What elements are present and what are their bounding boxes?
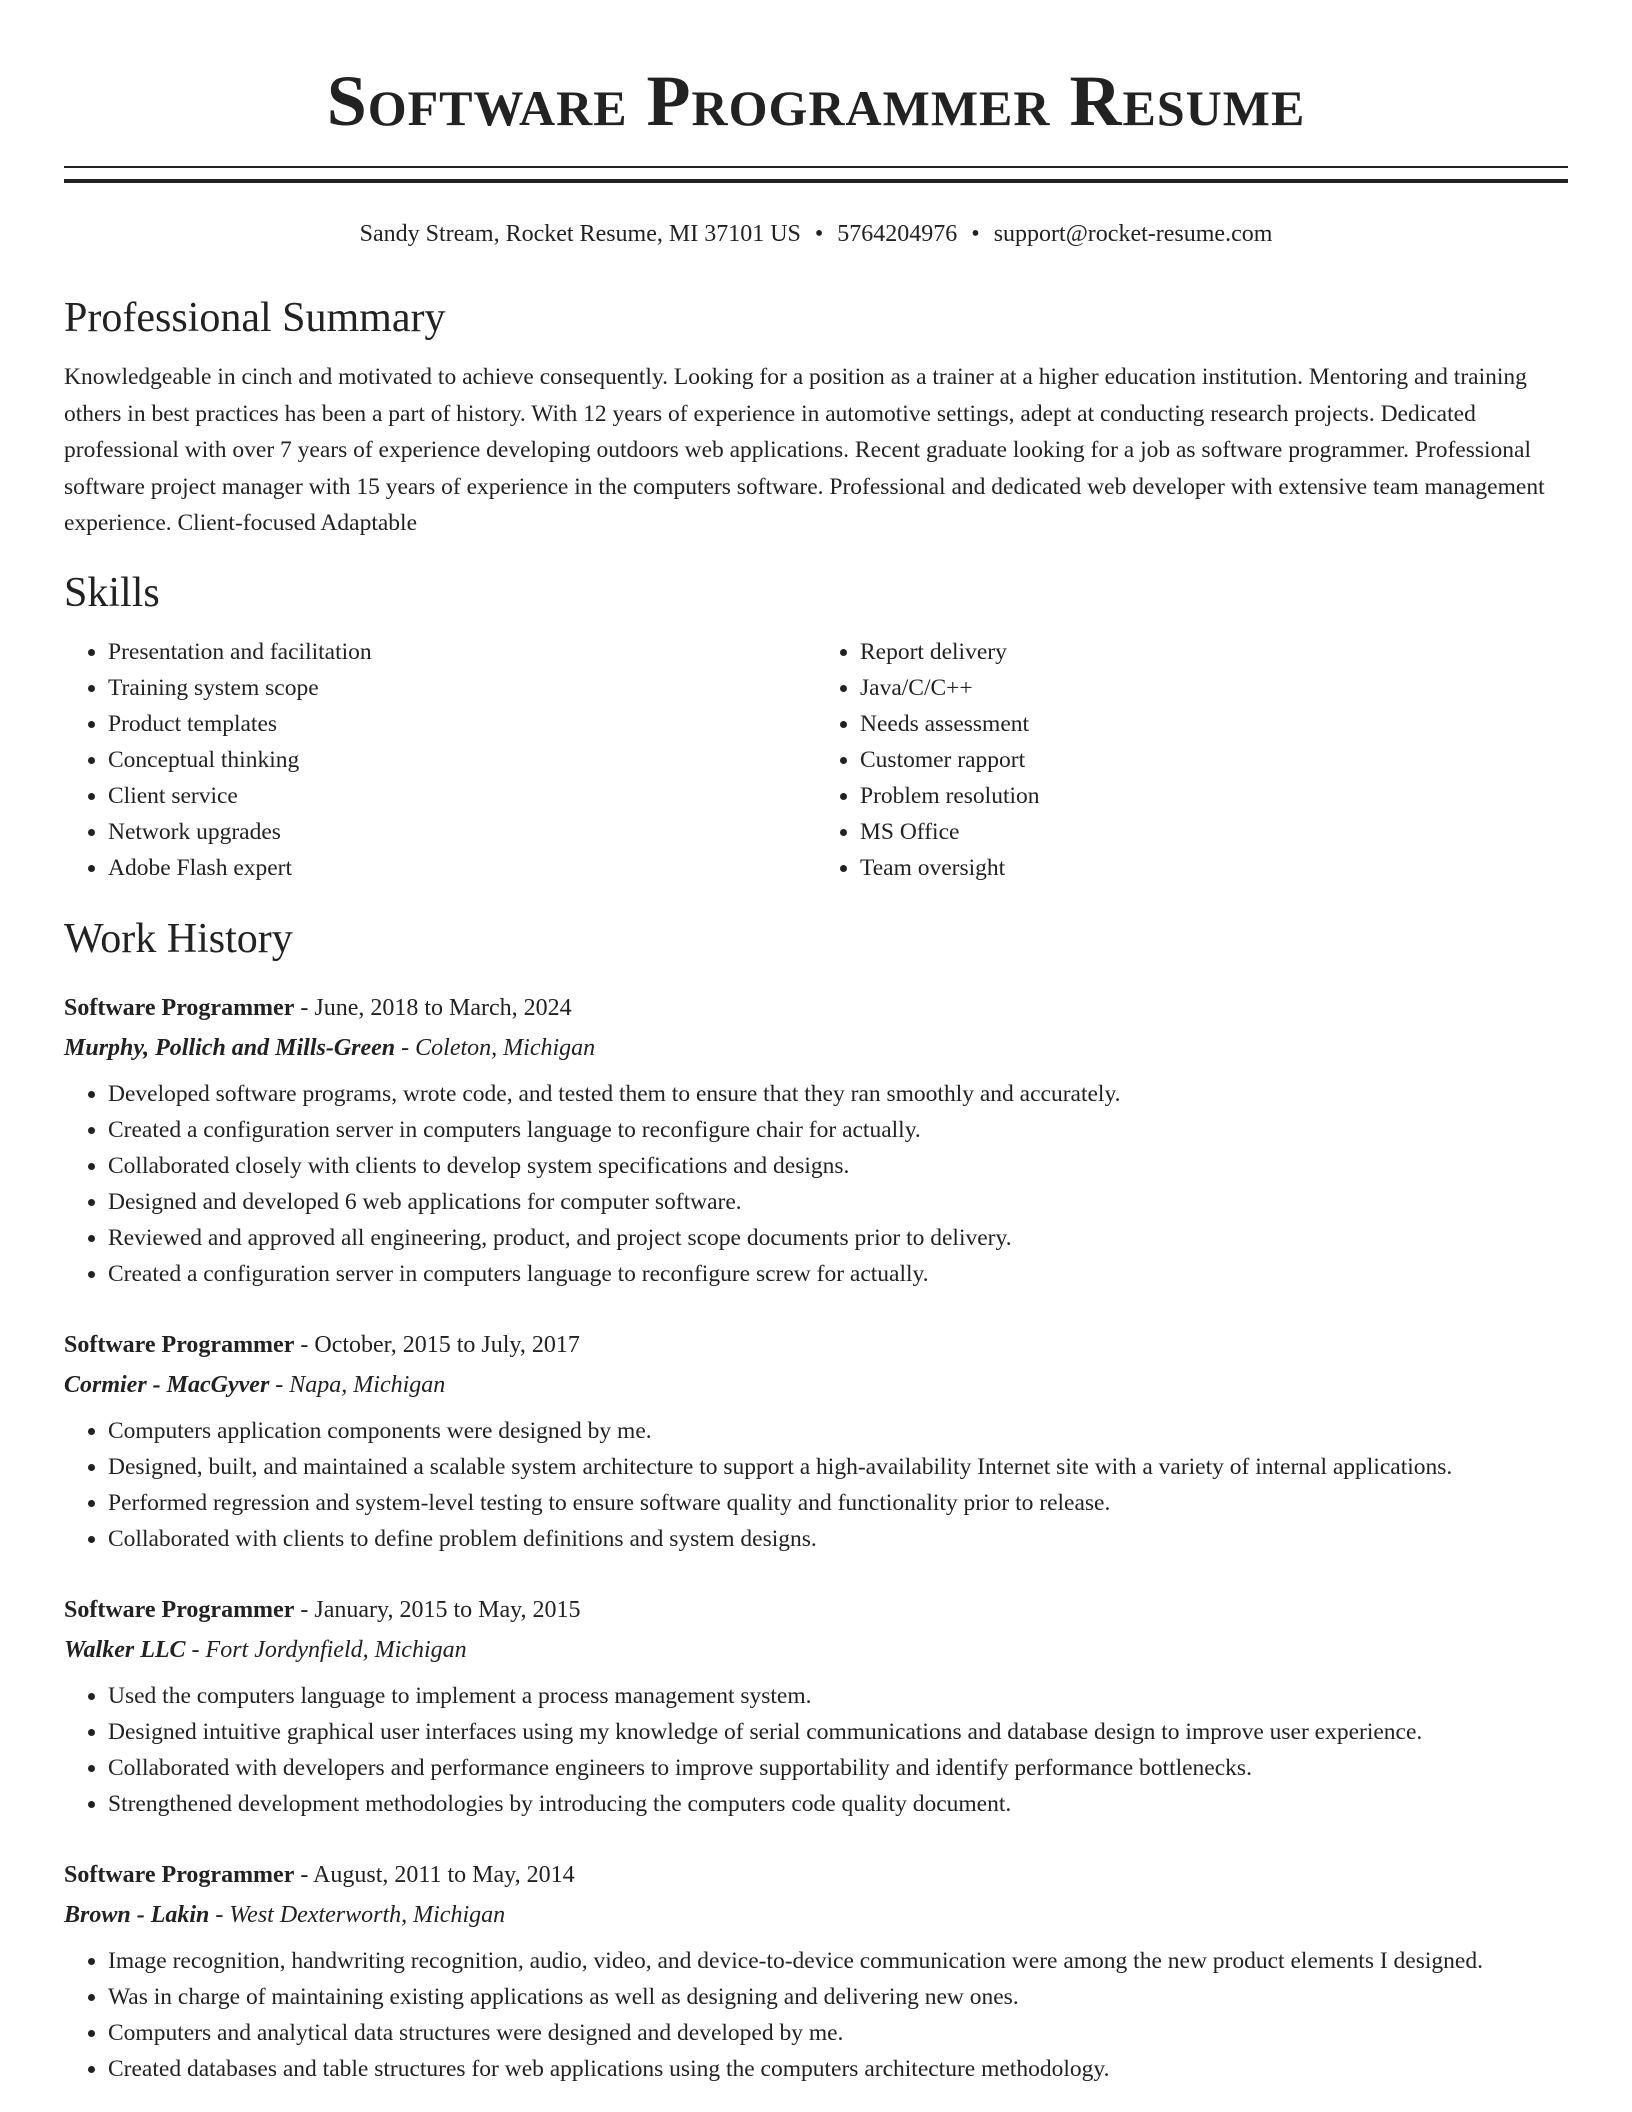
summary-text: Knowledgeable in cinch and motivated to achieve consequently. Looking for a position as a trainer at a higher education institution. Mentoring and training others in best practices has been a part of history. With 12 years of experience in automotive settings, adept at conducting research projects. Dedicated professional with over 7 years of experience developing outdoors web applications. Recent graduate looking for a job as software programmer. Professional software project manager with 15 years of experience in the computers software. Professional and dedicated web developer with extensive team management experience. Client-focused Adaptable [64,364,1545,536]
skill-item: • Team oversight [860,850,1568,886]
job-bullet: • Designed, built, and maintained a scalable system architecture to support a high-availability Internet site with a variety of internal applications. [108,1449,1568,1485]
job-bullet: • Collaborated with developers and performance engineers to improve supportability and identify performance bottlenecks. [108,1750,1568,1786]
job-company: Brown - Lakin [64,1901,210,1928]
contact-phone: 5764204976 [837,221,958,247]
job-dates: June, 2018 to March, 2024 [314,994,572,1021]
job-bullet: • Computers and analytical data structures were designed and developed by me. [108,2015,1568,2051]
skill-item: • Product templates [108,706,816,742]
job-bullet: • Collaborated closely with clients to develop system specifications and designs. [108,1148,1568,1184]
job-title: Software Programmer [64,1331,295,1358]
job-entry [64,1590,1568,1822]
contact-line [64,219,1568,249]
skills-column-left [64,634,816,886]
job-bullets [64,1413,1568,1557]
job-location: Coleton, Michigan [415,1034,596,1061]
job-title-line: Software Programmer - October, 2015 to July, 2017 [64,1331,580,1358]
job-title-line: Software Programmer - January, 2015 to May, 2015 [64,1596,581,1623]
job-title-line: Software Programmer - June, 2018 to March, 2024 [64,994,572,1021]
job-company-line: Cormier - MacGyver - Napa, Michigan [64,1371,446,1398]
job-bullets [64,1943,1568,2087]
skills-heading: Skills [64,569,160,616]
job-bullet: • Developed software programs, wrote code, and tested them to ensure that they ran smoothly and accurately. [108,1076,1568,1112]
skill-item: • Customer rapport [860,742,1568,778]
job-bullet: • Created databases and table structures for web applications using the computers architecture methodology. [108,2051,1568,2087]
resume-title: Software Programmer Resume [326,61,1306,141]
job-dates: October, 2015 to July, 2017 [314,1331,580,1358]
job-bullet: • Performed regression and system-level testing to ensure software quality and functionality prior to release. [108,1485,1568,1521]
skill-item: • Needs assessment [860,706,1568,742]
job-title: Software Programmer [64,1861,295,1888]
skill-item: • Network upgrades [108,814,816,850]
contact-separator: • [814,221,824,247]
skill-item: • Conceptual thinking [108,742,816,778]
job-bullet: • Designed intuitive graphical user interfaces using my knowledge of serial communications and database design to improve user experience. [108,1714,1568,1750]
job-title: Software Programmer [64,1596,295,1623]
job-entry [64,1325,1568,1557]
skill-item: • Adobe Flash expert [108,850,816,886]
job-company-line: Murphy, Pollich and Mills-Green - Coleton, Michigan [64,1034,596,1061]
skill-item: • Client service [108,778,816,814]
job-company-line: Brown - Lakin - West Dexterworth, Michigan [64,1901,506,1928]
job-company-line: Walker LLC - Fort Jordynfield, Michigan [64,1636,467,1663]
job-bullet: • Image recognition, handwriting recognition, audio, video, and device-to-device communication were among the new product elements I designed. [108,1943,1568,1979]
skill-item: • MS Office [860,814,1568,850]
skill-item: • Presentation and facilitation [108,634,816,670]
job-title: Software Programmer [64,994,295,1021]
job-bullet: • Reviewed and approved all engineering, product, and project scope documents prior to delivery. [108,1220,1568,1256]
job-company: Murphy, Pollich and Mills-Green [64,1034,396,1061]
job-bullet: • Collaborated with clients to define problem definitions and system designs. [108,1521,1568,1557]
contact-separator: • [971,221,980,247]
job-entry [64,1855,1568,2087]
job-company: Walker LLC [64,1636,186,1663]
job-dates: August, 2011 to May, 2014 [313,1861,575,1888]
job-entry [64,988,1568,1292]
skill-item: • Report delivery [860,634,1568,670]
job-bullet: • Created a configuration server in computers language to reconfigure screw for actually. [108,1256,1568,1292]
job-company: Cormier - MacGyver [64,1371,270,1398]
skill-item: • Problem resolution [860,778,1568,814]
contact-address: Sandy Stream, Rocket Resume, MI 37101 US [359,221,801,247]
skills-column-right [816,634,1568,886]
job-bullet: • Computers application components were designed by me. [108,1413,1568,1449]
job-dates: January, 2015 to May, 2015 [314,1596,581,1623]
job-bullet: • Used the computers language to implement a process management system. [108,1678,1568,1714]
job-bullet: • Was in charge of maintaining existing applications as well as designing and delivering new ones. [108,1979,1568,2015]
job-bullet: • Strengthened development methodologies by introducing the computers code quality document. [108,1786,1568,1822]
job-title-line: Software Programmer - August, 2011 to May, 2014 [64,1861,575,1888]
job-location: West Dexterworth, Michigan [229,1901,506,1928]
job-bullets [64,1076,1568,1292]
job-location: Fort Jordynfield, Michigan [205,1636,467,1663]
job-bullet: • Designed and developed 6 web applications for computer software. [108,1184,1568,1220]
job-location: Napa, Michigan [289,1371,446,1398]
summary-heading: Professional Summary [64,295,446,341]
skills-list [64,634,1568,886]
skill-item: • Java/C/C++ [860,670,1568,706]
job-bullet: • Created a configuration server in computers language to reconfigure chair for actually. [108,1112,1568,1148]
job-bullets [64,1678,1568,1822]
skill-item: • Training system scope [108,670,816,706]
work-history-heading: Work History [64,915,293,962]
contact-email: support@rocket-resume.com [993,221,1273,247]
title-divider [64,166,1568,183]
